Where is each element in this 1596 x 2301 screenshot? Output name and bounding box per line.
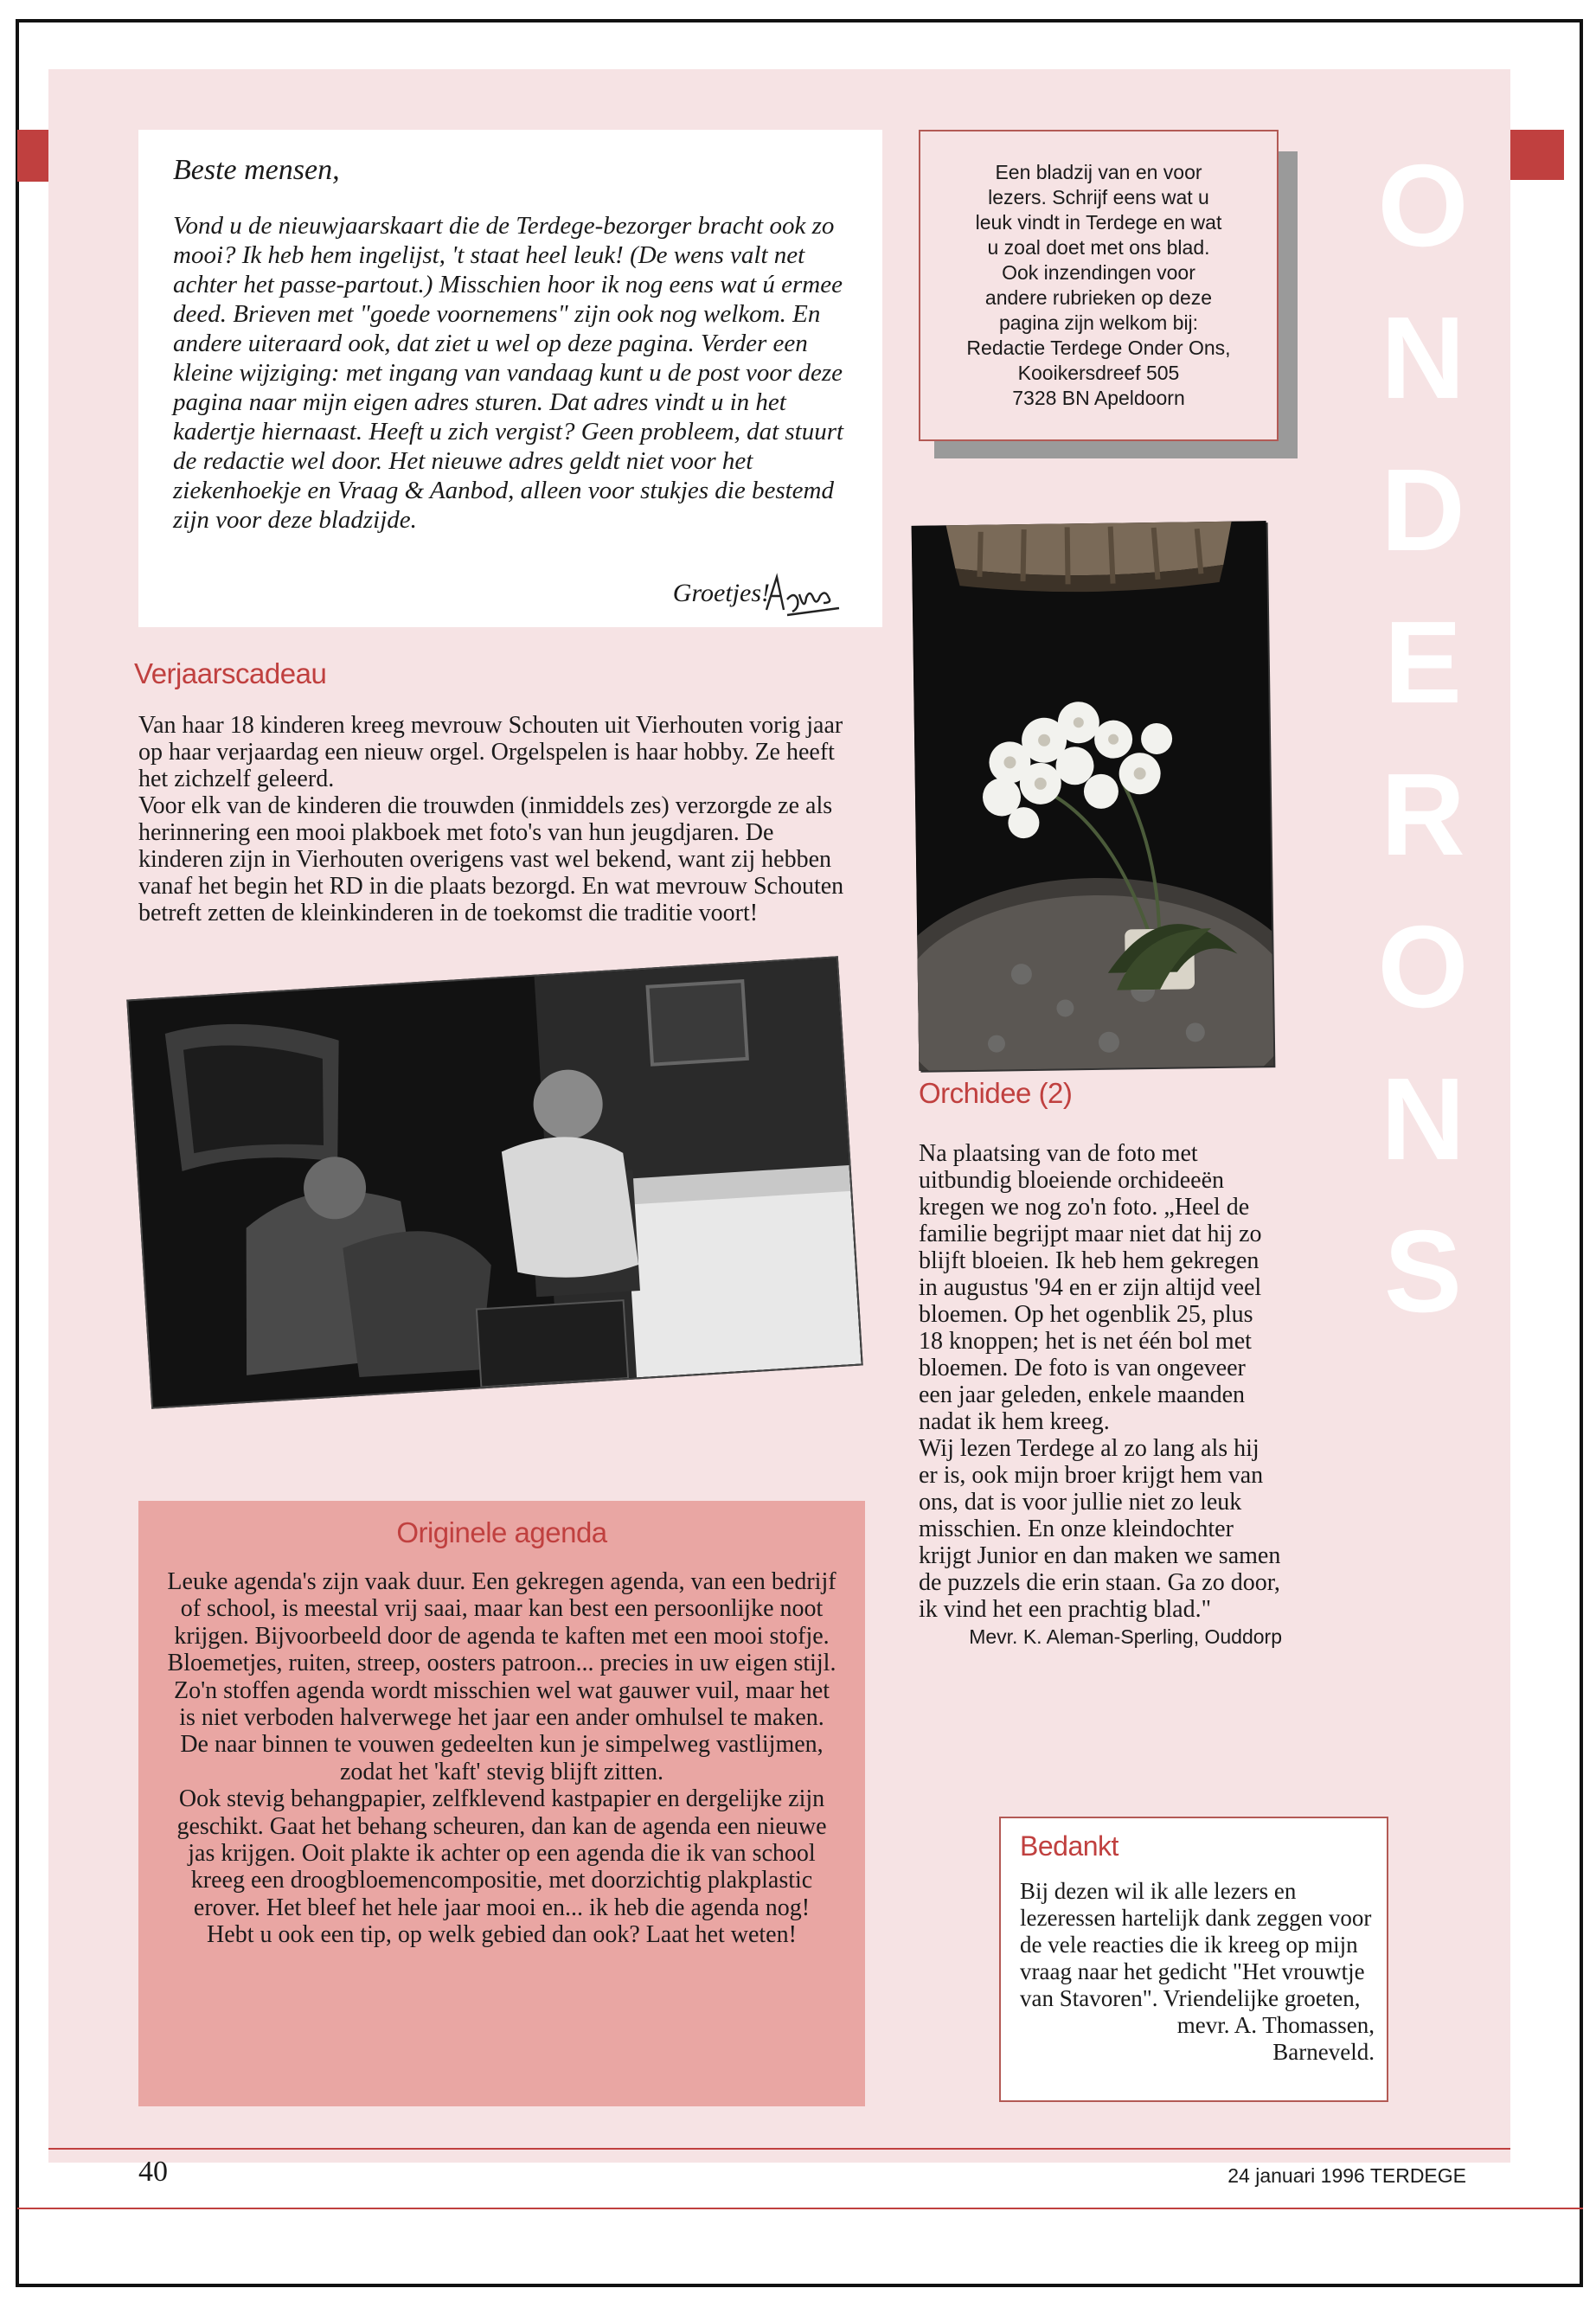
- agenda-paragraph: Leuke agenda's zijn vaak duur. Een gekregen agenda, van een bedrijf of school, is meestal vrij saai, maar kan best een persoonlijke noot krijgen. Bijvoorbeeld door de agenda te kaften met een mooi stofje. Bloemetjes, ruiten, streep, oosters patroon... precies in uw eigen stijl. Zo'n stoffen agenda wordt misschien wel wat gauwer vuil, maar het is niet verboden halverwege het jaar een ander omhulsel te maken. De naar binnen te vouwen gedeelten kun je simpelweg vastlijmen, zodat het 'kaft' stevig blijft zitten.: [167, 1568, 836, 1785]
- agenda-heading: Originele agenda: [396, 1516, 607, 1548]
- orchid-photo: [912, 521, 1274, 1071]
- organ-photo: [126, 956, 862, 1408]
- title-letter: R: [1381, 749, 1465, 880]
- verjaarscadeau-heading: Verjaarscadeau: [134, 657, 327, 689]
- info-line: Redactie Terdege Onder Ons,: [966, 336, 1231, 359]
- orchidee-heading: Orchidee (2): [919, 1077, 1073, 1109]
- contact-info-box: [919, 130, 1279, 441]
- bedankt-box: [999, 1817, 1388, 2102]
- footer-rule: [48, 2148, 1510, 2150]
- info-line: Kooikersdreef 505: [1017, 362, 1180, 384]
- title-letter: D: [1381, 445, 1465, 575]
- footer-rule: [17, 2208, 1583, 2209]
- agenda-article-box: [138, 1501, 865, 2106]
- organ-photo-illustration: [128, 958, 861, 1407]
- orchid-photo-illustration: [912, 521, 1274, 1071]
- verjaarscadeau-paragraph: Voor elk van de kinderen die trouwden (inmiddels zes) verzorgde ze als herinnering een mooi plakboek met foto's van hun jeugdjaren. De kinderen zijn in Vierhouten overigens vast wel bekend, want zij hebben vanaf het begin het RD in die plaats bezorgd. En wat mevrouw Schouten betreft zetten de kleinkinderen in de toekomst die traditie voort!: [138, 792, 844, 926]
- verjaarscadeau-article: [138, 712, 856, 926]
- title-letter: O: [1377, 140, 1469, 271]
- letter-greeting: Beste mensen,: [173, 154, 340, 186]
- info-line: u zoal doet met ons blad.: [987, 236, 1210, 259]
- verjaarscadeau-paragraph: Van haar 18 kinderen kreeg mevrouw Schouten uit Vierhouten vorig jaar op haar verjaardag een nieuw orgel. Orgelspelen is haar hobby. Ze heeft het zichzelf geleerd.: [138, 712, 843, 792]
- issue-date: 24 januari 1996 TERDEGE: [1227, 2164, 1466, 2187]
- left-accent-bar: [17, 130, 48, 182]
- bedankt-signature-name: mevr. A. Thomassen,: [1176, 2012, 1375, 2038]
- info-line: pagina zijn welkom bij:: [998, 311, 1199, 334]
- bedankt-body: Bij dezen wil ik alle lezers en lezeressen hartelijk dank zeggen voor de vele reacties die ik kreeg op mijn vraag naar het gedicht "Het vrouwtje van Stavoren". Vriendelijke groeten,: [1020, 1878, 1372, 2011]
- right-accent-bar: [1510, 130, 1564, 180]
- agenda-paragraph: Hebt u ook een tip, op welk gebied dan ook? Laat het weten!: [207, 1921, 797, 1949]
- handwritten-signature: [761, 570, 848, 620]
- title-letter: E: [1383, 597, 1463, 727]
- orchidee-article: [919, 1140, 1282, 1649]
- title-letter: O: [1377, 901, 1469, 1032]
- page-number: 40: [138, 2156, 168, 2188]
- letter-body: Vond u de nieuwjaarskaart die de Terdege-bezorger bracht ook zo mooi? Ik heb hem ingelijst, 't staat heel leuk! (De wens valt net achter het passe-partout.) Misschien hoor ik nog eens wat ú ermee deed. Brieven met "goede voornemens" zijn ook nog welkom. En andere uiteraard ook, dat ziet u wel op deze pagina. Verder een kleine wijziging: met ingang van vandaag kunt u de post voor deze pagina naar mijn eigen adres sturen. Dat adres vindt u in het kadertje hiernaast. Heeft u zich vergist? Geen probleem, dat stuurt de redactie wel door. Het nieuwe adres geldt niet voor het ziekenhoekje en Vraag & Aanbod, alleen voor stukjes die bestemd zijn voor deze bladzijde.: [173, 212, 844, 534]
- vertical-section-title: [1354, 130, 1492, 1348]
- orchidee-paragraph: Wij lezen Terdege al zo lang als hij er is, ook mijn broer krijgt hem van ons, dat is voor jullie niet zo leuk misschien. En onze kleindochter krijgt Junior en dan maken we samen de puzzels die erin staan. Ga zo door, ik vind het een prachtig blad.": [919, 1435, 1281, 1623]
- title-letter: S: [1383, 1206, 1463, 1336]
- title-letter: N: [1381, 292, 1465, 423]
- orchidee-paragraph: Na plaatsing van de foto met uitbundig bloeiende orchideeën kregen we nog zo'n foto. „Heel de familie begrijpt maar niet dat hij zo blijft bloeien. Ik heb hem gekregen in augustus '94 en er zijn altijd veel bloemen. Op het ogenblik 25, plus 18 knoppen; het is net één bol met bloemen. De foto is van ongeveer een jaar geleden, enkele maanden nadat ik hem kreeg.: [919, 1140, 1262, 1435]
- title-letter: N: [1381, 1054, 1465, 1184]
- bedankt-heading: Bedankt: [1020, 1830, 1118, 1862]
- agenda-paragraph: Ook stevig behangpapier, zelfklevend kastpapier en dergelijke zijn geschikt. Gaat het behang scheuren, dan kan de agenda een nieuwe jas krijgen. Ooit plakte ik achter op een agenda die ik van school kreeg een droogbloemencompositie, met doorzichtig plakplastic erover. Het bleef het hele jaar mooi en... ik heb die agenda nog!: [176, 1785, 827, 1921]
- orchidee-author: Mevr. K. Aleman-Sperling, Ouddorp: [969, 1625, 1282, 1648]
- info-line: lezers. Schrijf eens wat u: [988, 186, 1209, 208]
- editor-letter: [138, 130, 882, 627]
- info-line: leuk vindt in Terdege en wat: [975, 211, 1222, 234]
- info-line: Ook inzendingen voor: [1002, 261, 1195, 284]
- info-line: Een bladzij van en voor: [995, 161, 1202, 183]
- info-line: 7328 BN Apeldoorn: [1012, 387, 1185, 409]
- letter-closing: Groetjes!: [672, 579, 770, 607]
- bedankt-signature-place: Barneveld.: [1272, 2039, 1375, 2065]
- info-line: andere rubrieken op deze: [984, 286, 1213, 309]
